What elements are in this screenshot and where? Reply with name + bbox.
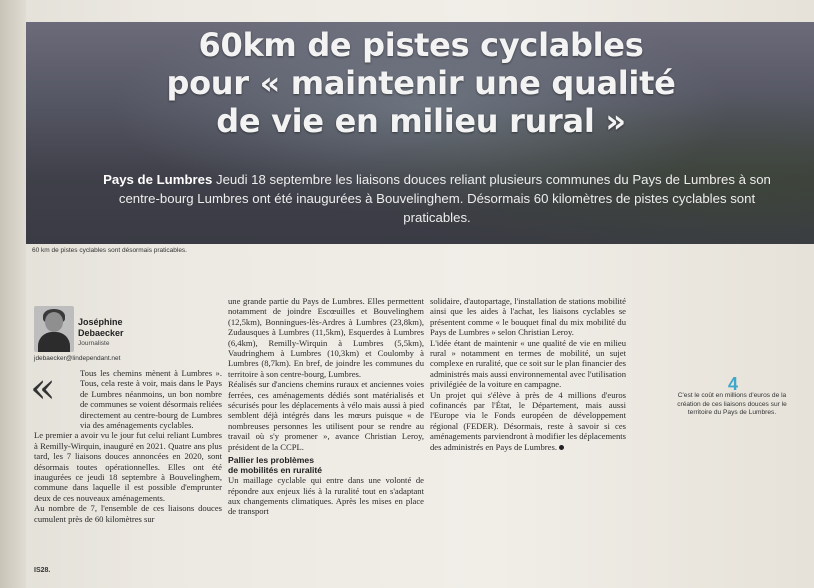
column2-paragraph-1: une grande partie du Pays de Lumbres. Elles permettent notamment de joindre Escœuilles et Bouvelinghem (12,5km), Bonningues-lès-Ardres à Lumbres (23,8km), Zudausques à Lumbres (11,5km), Esquerdes à Lumbres (6,4km), Remilly-Wirquin à Lumbres (5,5km), Vaudringhem à Lumbres (10,3km) et Coulomby à Lumbres (8,7km). En bref, de joindre les communes du territoire à son centre-bourg, Lumbres.	[228, 296, 424, 379]
previous-page-edge	[0, 0, 26, 588]
subhead-line-1: Pallier les problèmes	[228, 455, 314, 466]
section-subhead	[228, 455, 424, 475]
lead-paragraph	[86, 170, 788, 227]
author-photo	[34, 306, 74, 352]
article-column-2	[228, 296, 424, 517]
hero-photo	[26, 22, 814, 244]
column2-paragraph-3: Un maillage cyclable qui entre dans une volonté de répondre aux enjeux liés à la ruralité tout en s'adaptant aux changements climatiques. Après les mises en place de transport	[228, 475, 424, 517]
column3-paragraph-3-text: Un projet qui s'élève à près de 4 millions d'euros cofinancés par l'État, le Département, mais aussi l'Europe via le Fonds européen de développement régional (FEDER). Désormais, reste à savoir si ces aménagements parviendront à modifier les déplacements des administrés en Pays de Lumbres.	[430, 389, 626, 452]
lead-text: Jeudi 18 septembre les liaisons douces reliant plusieurs communes du Pays de Lumbres à son centre-bourg Lumbres ont été inaugurées à Bouvelinghem. Désormais 60 kilomètres de pistes cyclables sont praticables.	[118, 172, 771, 225]
sidebar-text: C'est le coût en millions d'euros de la création de ces liaisons douces sur le territoire du Pays de Lumbres.	[677, 392, 787, 417]
author-role: Journaliste	[78, 340, 110, 347]
column3-paragraph-3	[430, 390, 626, 452]
author-name	[78, 317, 124, 339]
photo-caption: 60 km de pistes cyclables sont désormais praticables.	[32, 247, 187, 254]
page-code: IS28.	[34, 567, 51, 574]
column1-paragraph-3: Au nombre de 7, l'ensemble de ces liaisons douces cumulent près de 60 kilomètres sur	[34, 503, 222, 524]
author-first-name: Joséphine	[78, 317, 123, 327]
headline	[26, 26, 814, 140]
column3-paragraph-2: L'idée étant de maintenir « une qualité de vie en milieu rural » notamment en termes de mobilité, un sujet complexe en ruralité, que ce soit sur le plan financier des administrés mais aussi environnemental avec l'utilisation privilégiée de la voiture en campagne.	[430, 337, 626, 390]
article-column-1	[34, 368, 222, 524]
article-end-mark	[559, 445, 564, 450]
headline-line-2: pour « maintenir une qualité	[166, 64, 676, 102]
article-column-3	[430, 296, 626, 452]
subhead-line-2: de mobilités en ruralité	[228, 465, 323, 476]
headline-line-3: de vie en milieu rural »	[216, 102, 626, 140]
lead-location: Pays de Lumbres	[103, 172, 213, 187]
author-last-name: Debaecker	[78, 328, 124, 338]
opening-quote-mark: «	[30, 363, 56, 412]
headline-line-1: 60km de pistes cyclables	[198, 26, 644, 64]
column1-paragraph-2: Le premier a avoir vu le jour fut celui reliant Lumbres à Remilly-Wirquin, inauguré en 2021. Quatre ans plus tard, les 7 liaisons douces annoncées en 2020, sont désormais toutes opérationnelles. Elles ont été inaugurées ce jeudi 18 septembre à Bouvelinghem, commune dans laquelle il est possible d'emprunter deux de ces nouveaux aménagements.	[34, 430, 222, 503]
sidebar-figure: 4	[728, 374, 739, 394]
column2-paragraph-2: Réalisés sur d'anciens chemins ruraux et anciennes voies ferrées, ces aménagements dédiés sont matérialisés et sécurisés pour les déplacements à vélo mais aussi à pied semblent déjà intégrés dans les mœurs puisque « de nombreuses personnes les utilisent pour se rendre au travail où s'y promener », avance Christian Leroy, président de la CCPL.	[228, 379, 424, 452]
column1-paragraph-1: Tous les chemins mènent à Lumbres ». Tous, cela reste à voir, mais dans le Pays de Lumbres néanmoins, un bon nombre de communes se voient désormais reliées directement au centre-bourg de Lumbres via des aménagements cyclables.	[80, 368, 222, 431]
author-email: jdebaecker@lindependant.net	[34, 355, 121, 362]
column3-paragraph-1: solidaire, d'autopartage, l'installation de stations mobilité ainsi que les aides à l'achat, les liaisons cyclables se présentent comme « le bouquet final du mix mobilité du Pays de Lumbres » selon Christian Leroy.	[430, 296, 626, 338]
